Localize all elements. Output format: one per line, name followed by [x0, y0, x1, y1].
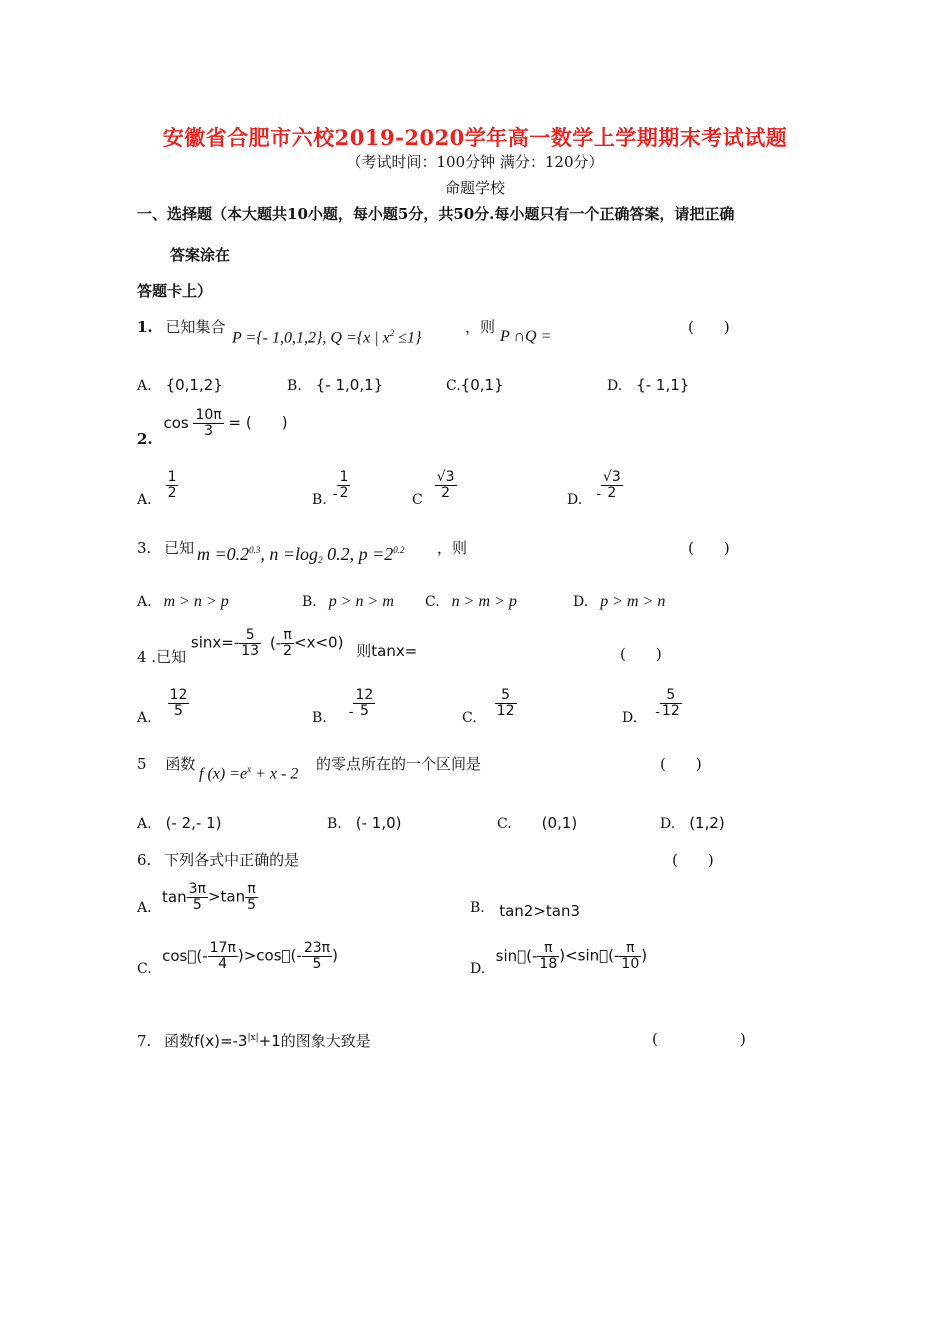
option-b: B. - $\frac{1}{2}$ — [312, 469, 349, 508]
page-title: 安徽省合肥市六校2019-2020学年高一数学上学期期末考试试题 — [162, 125, 788, 150]
section-heading-line3: 答题卡上） — [137, 282, 213, 300]
option-d: D. sin (- $\frac{\pi}{18}$ )<sin (- $\frac{\pi}{10}$ ) — [470, 940, 648, 977]
option-c: C. (0,1) — [497, 814, 578, 832]
option-c: C.{0,1} — [446, 376, 504, 394]
option-a: A. tan $\frac{3\pi}{5}$ >tan $\frac{\pi}{5}$ — [137, 881, 257, 916]
option-d: D. - $\frac{5}{12}$ — [622, 687, 680, 726]
exam-info: （考试时间：100分钟 满分：120分） — [346, 153, 604, 171]
fraction: $\frac{10\pi}{3}$ — [195, 407, 222, 439]
question-3-expr: $m =0.2^{0.3}$, $n =\log_2$ 0.2, $p =2^{0.2}$ — [197, 544, 405, 565]
question-number: 6. — [137, 851, 152, 869]
option-d: D. - $\frac{√3}{2}$ — [567, 469, 621, 508]
question-number: 4 . — [137, 647, 157, 666]
option-d: D. (1,2) — [660, 814, 725, 832]
option-a: A. $\frac{12}{5}$ — [137, 687, 188, 726]
option-a: A. (- 2,- 1) — [137, 814, 222, 832]
answer-paren-left: ( — [652, 1030, 658, 1048]
option-b: B. tan2>tan3 — [470, 900, 581, 920]
answer-paren: ( ) — [672, 851, 714, 869]
option-c: C. $\frac{5}{12}$ — [462, 687, 515, 726]
option-b: B. (- 1,0) — [327, 814, 402, 832]
option-d: D. p > m > n — [573, 593, 666, 610]
question-4: 4 .已知 sinx=- $\frac{5}{13}$ (- $\frac{\pi}{2}$ <x<0) 则tanx= — [137, 627, 418, 666]
answer-paren: ( ) — [688, 539, 730, 557]
section-heading-line2: 答案涂在 — [170, 246, 231, 264]
answer-paren-right: ) — [740, 1030, 746, 1048]
question-6: 6. 下列各式中正确的是 — [137, 851, 300, 869]
question-3: 3. 已知 — [137, 539, 195, 557]
question-1 — [137, 316, 225, 337]
option-b: B. {- 1,0,1} — [287, 376, 384, 394]
option-a: A. m > n > p — [137, 593, 229, 610]
answer-paren: ( ) — [660, 755, 702, 773]
option-c: C $\frac{√3}{2}$ — [412, 469, 455, 508]
option-c: C. n > m > p — [425, 593, 517, 610]
option-a: A. {0,1,2} — [137, 376, 223, 394]
school-label: 命题学校 — [444, 179, 505, 197]
answer-paren: ( ) — [620, 645, 662, 663]
option-c: C. cos (- $\frac{17\pi}{4}$ )>cos (- $\frac{23\pi}{5}$ ) — [137, 940, 338, 977]
question-5-text-b: 的零点所在的一个区间是 — [316, 755, 482, 773]
option-d: D. {- 1,1} — [607, 376, 690, 394]
answer-paren: ( ) — [688, 318, 730, 336]
question-number: 7. — [137, 1032, 152, 1050]
option-b: B. - $\frac{12}{5}$ — [312, 687, 374, 726]
question-7: 7. 函数$f(x)=-3^{|x|}+1$的图象大致是 — [137, 1032, 371, 1050]
question-number: 3. — [137, 539, 152, 557]
question-number: 2. — [137, 429, 153, 448]
question-5: 5 函数 — [137, 755, 196, 773]
question-number: 5 — [137, 755, 147, 773]
option-b: B. p > n > m — [302, 593, 394, 610]
question-text: 已知集合 — [165, 318, 226, 336]
section-heading: 一、选择题（本大题共10小题，每小题5分，共50分.每小题只有一个正确答案，请把正确 — [137, 205, 735, 223]
question-number: 1. — [137, 318, 153, 336]
option-a: A. $\frac{1}{2}$ — [137, 469, 177, 508]
question-5-expr: f $(x) =e^x + x - 2$ — [199, 764, 299, 783]
question-2: 2. cos $\frac{10\pi}{3}$ = ( ) — [137, 407, 288, 448]
question-3-text-b: ，则 — [437, 539, 468, 557]
question-1-text-b: ，则 — [465, 318, 496, 336]
question-1-sets: P ={- 1,0,1,2}, Q ={x | $x^2 \le 1$} — [232, 328, 422, 347]
question-1-expr: P ∩Q = — [500, 328, 552, 345]
